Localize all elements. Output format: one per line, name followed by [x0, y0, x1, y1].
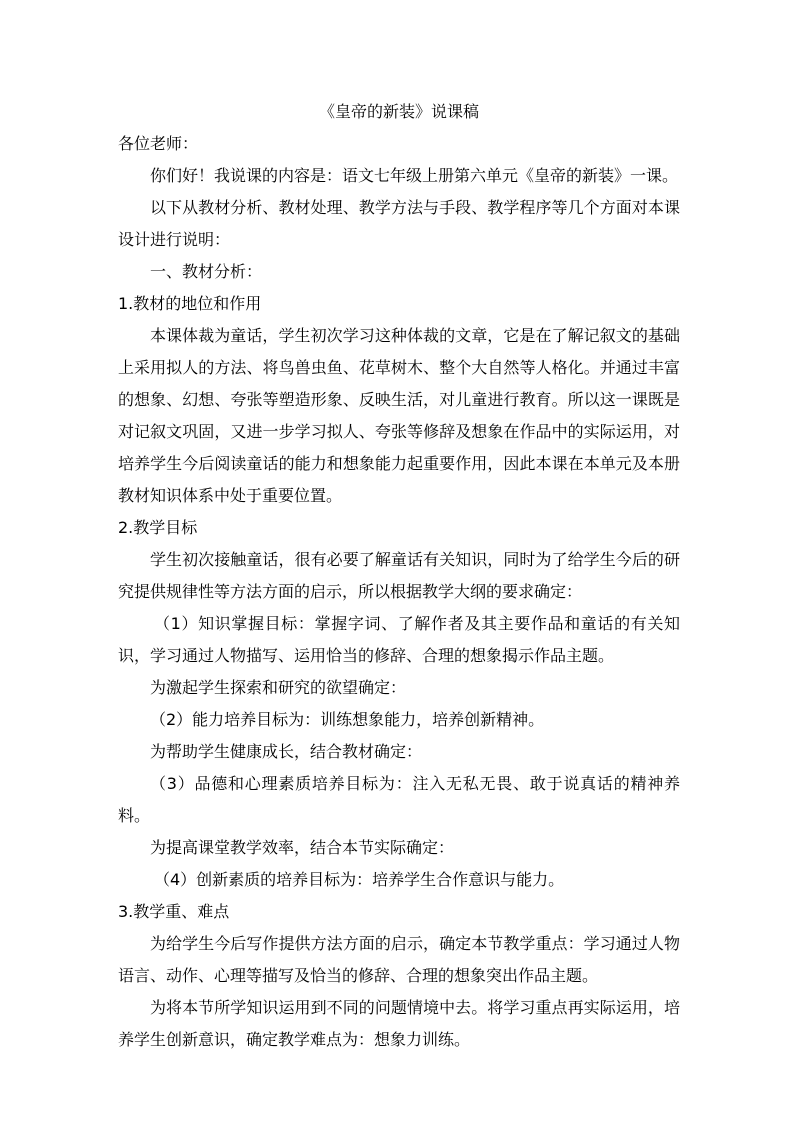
- goal-2-paragraph: （2）能力培养目标为：训练想象能力，培养创新精神。: [150, 710, 545, 729]
- goal-1-paragraph: （1）知识掌握目标：掌握字词、了解作者及其主要作品和童话的有关知识，学习通过人物描写、运用恰当的修辞、合理的想象揭示作品主题。: [118, 614, 680, 665]
- teaching-goals-paragraph: 学生初次接触童话，很有必要了解童话有关知识，同时为了给学生今后的研究提供规律性等方法方面的启示，所以根据教学大纲的要求确定：: [118, 550, 680, 601]
- document-title: 《皇帝的新装》说课稿: [318, 102, 479, 121]
- document-body: [118, 96, 680, 1056]
- subheading-status-and-role: 1.教材的地位和作用: [118, 294, 262, 313]
- key-points-paragraph: 为给学生今后写作提供方法方面的启示，确定本节教学重点：学习通过人物语言、动作、心理等描写及恰当的修辞、合理的想象突出作品主题。: [118, 934, 680, 985]
- goal-3-lead: 为帮助学生健康成长，结合教材确定：: [150, 742, 423, 761]
- goal-3-paragraph: （3）品德和心理素质培养目标为：注入无私无畏、敢于说真话的精神养料。: [118, 774, 680, 825]
- goal-4-paragraph: （4）创新素质的培养目标为：培养学生合作意识与能力。: [154, 870, 565, 889]
- intro-paragraph: 你们好！我说课的内容是：语文七年级上册第六单元《皇帝的新装》一课。: [150, 166, 679, 185]
- subheading-teaching-goals: 2.教学目标: [118, 518, 198, 537]
- goal-4-lead: 为提高课堂教学效率，结合本节实际确定：: [150, 838, 455, 857]
- section-heading-textbook-analysis: 一、教材分析：: [150, 262, 263, 281]
- overview-paragraph: 以下从教材分析、教材处理、教学方法与手段、教学程序等几个方面对本课设计进行说明：: [118, 198, 680, 249]
- goal-2-lead: 为激起学生探索和研究的欲望确定：: [150, 678, 407, 697]
- difficult-points-paragraph: 为将本节所学知识运用到不同的问题情境中去。将学习重点再实际运用，培养学生创新意识，确定教学难点为：想象力训练。: [118, 998, 680, 1049]
- status-and-role-paragraph: 本课体裁为童话，学生初次学习这种体裁的文章，它是在了解记叙文的基础上采用拟人的方法、将鸟兽虫鱼、花草树木、整个大自然等人格化。并通过丰富的想象、幻想、夸张等塑造形象、反映生活，对儿童进行教育。所以这一课既是对记叙文巩固，又进一步学习拟人、夸张等修辞及想象在作品中的实际运用，对培养学生今后阅读童话的能力和想象能力起重要作用，因此本课在本单元及本册教材知识体系中处于重要位置。: [118, 326, 680, 505]
- greeting: 各位老师：: [118, 134, 199, 153]
- subheading-key-points: 3.教学重、难点: [118, 902, 230, 921]
